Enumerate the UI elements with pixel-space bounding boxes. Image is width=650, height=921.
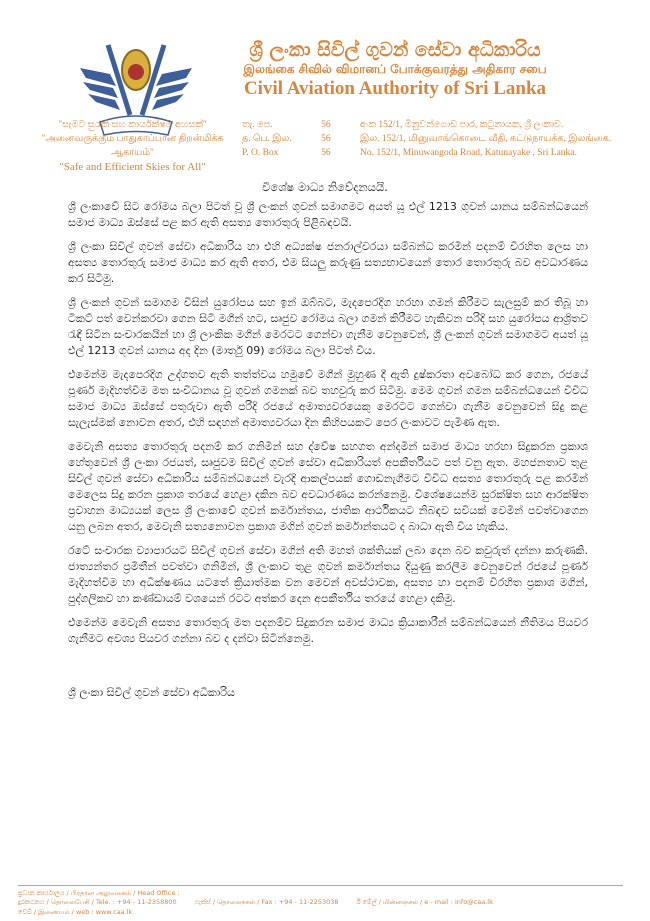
footer-fax: ෆැක්ස් / தொலைநகல் / Fax : +94 - 11-2253038: [194, 898, 339, 906]
paragraph: ශ්‍රී ලංකා සිවිල් ගුවන් සේවා අධිකාරිය හා එහි අධ්‍යක්ෂ ජනරාල්වරයා සම්බන්ධ කරමින් පදනම් විරහිත ලෙස හා අසත්‍ය තොරතුරු සමාජ මාධ්‍ය කර ඇති අතර, එම සියලු කරුණු සත්‍යභාවයෙන් තොර තොරතුරු බව අවධාරණය කර සිටිමු.: [68, 240, 588, 285]
address-line: අංක 152/1, මිනුවන්ගොඩ පාර, කටුනායක, ශ්‍රී ලංකාව.: [360, 120, 564, 130]
pobox-label: P. O. Box: [242, 148, 279, 158]
paragraph: එමෙන්ම මැදපෙරදිග උද්ගතව ඇති තත්ත්වය හමුවේ මගීන් මුහුණ දී ඇති දුෂ්කරතා අවබෝධ කර ගෙන, රජයේ පූර්ණ මැදිහත්වීම මත සංවිධානය වූ ගුවන් ගමනක් බව තහවුරු කර සිටිමු. මෙම ගුවන් ගමන සම්බන්ධයෙන් විවිධ සමාජ මාධ්‍ය ඔස්සේ පතුරුවා ඇති පරිදි රජයේ අමාත්‍යවරයෙකු මෙරටට ගෙන්වා ගැනීම වෙනුවෙන් සිදු කළ සැලැස්මක් නොවන අතර, එහි සඳහන් අමාත්‍යවරයා දින කිහිපයකට පෙර ලංකාවට පැමිණ ඇත.: [68, 368, 588, 429]
letterhead-names: [230, 38, 560, 100]
footer: [18, 885, 623, 918]
paragraph: එමෙන්ම මෙවැනි අසත්‍ය තොරතුරු මත පදනම්ව සිදුකරන සමාජ මාධ්‍ය ක්‍රියාකාරීන් සම්බන්ධයෙන් නීතිමය පියවර ගැනීමට අවශ්‍ය පියවර ගන්නා බව ද දන්වා සිටින්නෙමු.: [68, 616, 588, 645]
org-name-english: Civil Aviation Authority of Sri Lanka: [243, 78, 547, 99]
signature: ශ්‍රී ලංකා සිවිල් ගුවන් සේවා අධිකාරිය: [68, 686, 235, 699]
address-line: No. 152/1, Minuwangoda Road, Katunayake , Sri Lanka.: [360, 148, 577, 158]
document-body: [68, 199, 588, 709]
pobox-label: த. பெ. இல.: [242, 134, 292, 144]
paragraph: රටේ සංචාරක ව්‍යාපාරයට සිවිල් ගුවන් සේවා මගින් අති මහත් ශක්තියක් ලබා දෙන බව කවුරුත් දන්නා කරුණකි. ජාත්‍යන්තර ප්‍රමිතීන් පවත්වා ගනිමින්, ශ්‍රී ලංකාව තුළ ගුවන් කර්මාන්තය දියුණු කරලීම වෙනුවෙන් රජයේ පූර්ණ මැදිහත්වීම හා අධීක්ෂණය යටතේ ක්‍රියාත්මක වන මෙවන් අවස්ථාවක, අසත්‍ය හා පදනම් විරහිත ප්‍රකාශ මගින්, පුද්ගලිකව හා කණ්ඩායම් වශයෙන් රටට අත්කර දෙන අපකීර්තිය තරයේ හෙළා දකිමු.: [68, 544, 588, 605]
slogan-sinhala: "සැමට සුරැකි සහ කාර්යක්ෂම අහසක්": [58, 120, 207, 130]
footer-contacts: [18, 898, 623, 908]
paragraph: ශ්‍රී ලංකන් ගුවන් සමාගම විසින් යුරෝපය සහ ඉන් ඔබ්බට, මැදපෙරදිග හරහා ගමන් කිරීමට සැලසුම් කර තිබූ හා ටිකට් පත් වෙන්කරවා ගෙන සිටි මගීන් හට, සෘජුව රෝමය බලා ගමන් කිරීමට හැකිවන පරිදි සහ යුරෝපය ආශ්‍රිතව රැඳී සිටින සංචාරකයින් හා ශ්‍රී ලාංකික මගීන් මෙරටට ගෙන්වා ගැනීම වෙනුවෙන්, ශ්‍රී ලංකන් ගුවන් සමාගමට අයත් යූ එල් 1213 ගුවන් යානය අද දින (මාර්තු 09) රෝමය බලා පිටත් විය.: [68, 296, 588, 357]
paragraph: ශ්‍රී ලංකාවේ සිට රෝමය බලා පිටත් වූ ශ්‍රී ලංකන් ගුවන් සමාගමට අයත් යූ එල් 1213 ගුවන් යානය සම්බන්ධයෙන් සමාජ මාධ්‍ය ඔස්සේ පළ කර ඇති අසත්‍ය තොරතුරු පිළිබඳවයි.: [68, 200, 588, 229]
document-title: විශේෂ මාධ්‍ය නිවේදනයයි.: [262, 180, 388, 194]
slogan: [30, 118, 235, 174]
address: [360, 118, 645, 160]
pobox-label: තැ. පෙ.: [242, 120, 273, 130]
pobox-value: 56: [321, 134, 331, 144]
footer-head-office: ප්‍රධාන කාර්යාලය / பிரதான அலுவலகம் / Head Office :: [18, 888, 180, 897]
org-name-tamil: இலங்கை சிவில் விமானப் போக்குவரத்து அதிகார சபை: [243, 62, 547, 76]
footer-web[interactable]: වෙබ් / இணையம் / web : www.caa.lk: [18, 907, 133, 916]
pobox-value: 56: [321, 148, 331, 158]
slogan-tamil: "அனைவருக்கும் பாதுகாப்பான திறன்மிக்க ஆகாயம்": [41, 134, 224, 158]
footer-email[interactable]: ඊ මේල් / மின்னஞ்சல் / e - mail : info@caa.lk: [356, 898, 493, 906]
address-line: இல. 152/1, மினுவாங்கொடை வீதி, கட்டுநாயக்க, இலங்கை.: [360, 134, 612, 144]
paragraph: මෙවැනි අසත්‍ය තොරතුරු පදනම් කර ගනිමින් සහ ද්වේෂ සහගත අන්දමින් සමාජ මාධ්‍ය හරහා සිදුකරන ප්‍රකාශ හේතුවෙන් ශ්‍රී ලංකා රජයත්, සෘජුවම සිවිල් ගුවන් සේවා අධිකාරියත් අපකීර්තියට පත් වනු ඇත. මහජනතාව තුළ සිවිල් ගුවන් සේවා අධිකාරිය සම්බන්ධයෙන් වැරදි ආකල්පයක් ගොඩනැගීමට විවිධ අසත්‍ය තොරතුරු පළ කරමින් මෙලෙස සිදු කරන ප්‍රකාශ තරයේ හෙළා දකින බව අවධාරණය කරන්නෙමු. විශේෂයෙන්ම සුරක්ෂිත සහ ආරක්ෂිත ප්‍රවාහන මාධ්‍යයක් ලෙස ශ්‍රී ලංකාවේ ගුවන් කර්මාන්තය, ජාතික ආර්ථිකයට නිබඳව සවියක් වෙමින් පවත්වාගෙන යනු ලබන අතර, මෙවැනි සත්‍යනොවන ප්‍රකාශ මගින් ගුවන් කර්මාන්තයට ද බාධා ඇති විය හැකිය.: [68, 440, 588, 533]
slogan-english: "Safe and Efficient Skies for All": [59, 161, 206, 173]
org-name-sinhala: ශ්‍රී ලංකා සිවිල් ගුවන් සේවා අධිකාරිය: [249, 39, 541, 61]
po-box: [242, 118, 352, 160]
footer-tele: දුරකථනය / தொலைபேசி / Tele. : +94 - 11-2358800: [18, 898, 177, 906]
pobox-value: 56: [321, 120, 331, 130]
